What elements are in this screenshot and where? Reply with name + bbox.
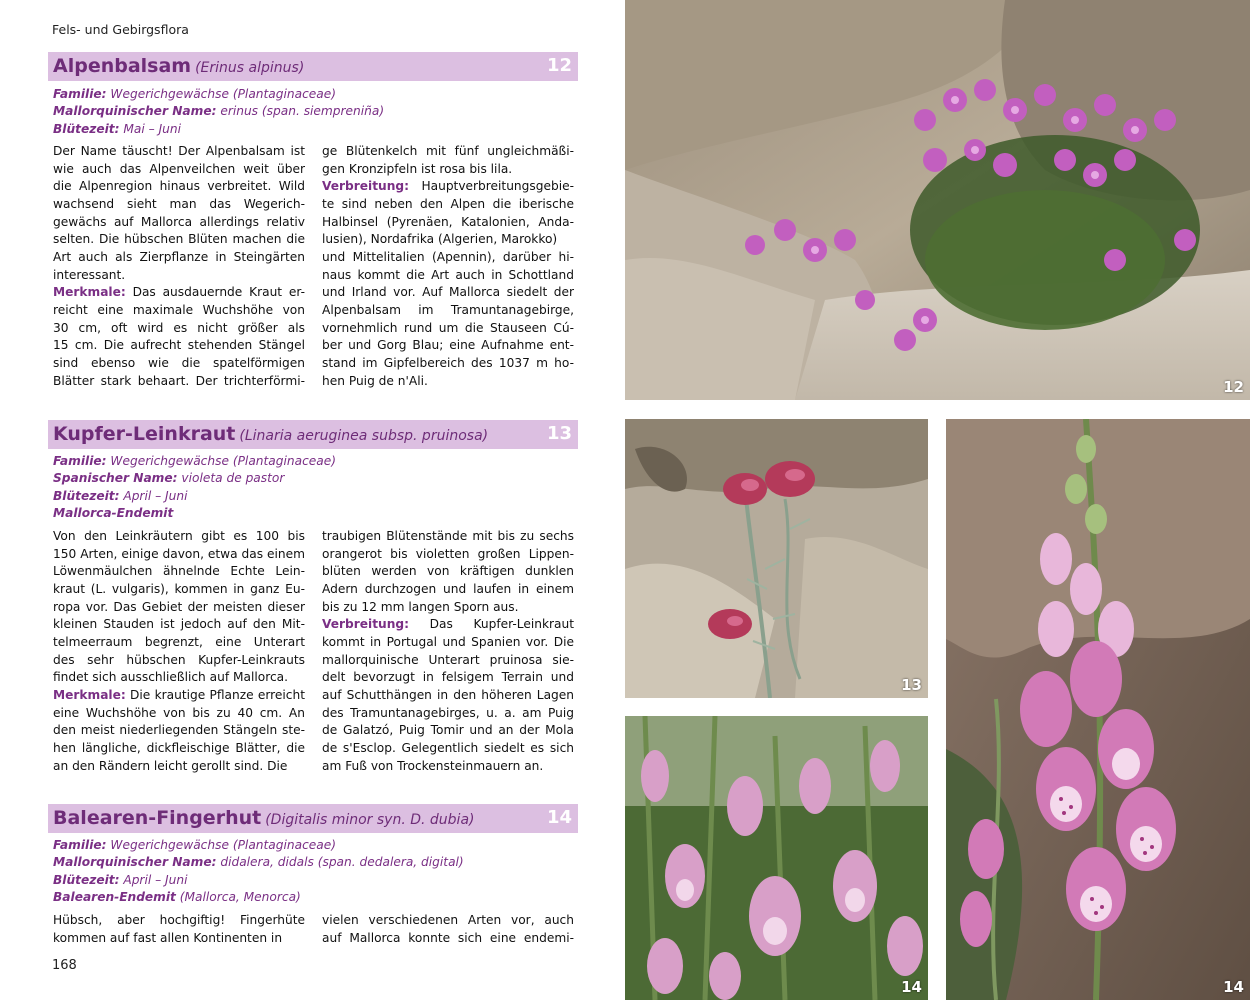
text-line: und Irland vor. Auf Mallorca siedelt der [322, 285, 574, 300]
text-line: vornehmlich rund um die Stauseen Cú- [322, 320, 574, 335]
meta-value: Mai – Juni [119, 121, 181, 136]
meta-line [53, 488, 578, 505]
text-line: ropa vor. Das Gebiet der meisten dieser [53, 599, 305, 614]
text-line: Alpenbalsam im Tramuntanagebirge, [322, 302, 574, 317]
meta-line [53, 889, 578, 906]
text-line: naus kommt die Art auch in Schottland [322, 267, 574, 282]
meta-label: Mallorquinischer Name: [53, 855, 217, 870]
meta-label: Spanischer Name: [53, 471, 178, 486]
text-line: an den Rändern leicht gerollt sind. Die [53, 758, 288, 773]
photo-balearen-fingerhut-1 [625, 716, 928, 1000]
text-line: Hübsch, aber hochgiftig! Fingerhüte [53, 913, 305, 927]
text-line: Blätter stark behaart. Der trichterförmi- [53, 373, 305, 388]
text-line: findet sich ausschließlich auf Mallorca. [53, 670, 289, 685]
text-line: reicht eine maximale Wuchshöhe von [53, 302, 305, 317]
text-line: gewächs auf Mallorca allerdings relativ [53, 214, 305, 229]
meta-line [53, 453, 578, 470]
text-line: kommen auf fast allen Kontinenten in [53, 930, 283, 945]
meta-label: Blütezeit: [53, 872, 120, 887]
text-line: Verbreitung: Hauptverbreitungsgebie- [322, 179, 574, 194]
text-line: gen Kronzipfeln ist rosa bis lila. [322, 161, 513, 176]
page-number: 168 [52, 958, 77, 973]
photo-alpenbalsam [625, 0, 1250, 400]
text-line: und Mittelitalien (Apennin), darüber hi- [322, 249, 574, 264]
meta-line [53, 86, 578, 103]
text-line: Verbreitung: Das Kupfer-Leinkraut [322, 617, 574, 632]
text-line: bis zu 12 mm langen Sporn aus. [322, 599, 519, 614]
text-line: mallorquinische Unterart pruinosa sie- [322, 652, 574, 667]
text-line: Halbinsel (Pyrenäen, Katalonien, Anda- [322, 214, 574, 229]
text-line: blüten werden von kräftigen dunklen [322, 564, 574, 579]
text-line: wie auch das Alpenveilchen weit über [53, 161, 305, 176]
text-line: te sind neben den Alpen die iberische [322, 196, 574, 211]
meta-label: Blütezeit: [53, 121, 120, 136]
text-line: de s'Esclop. Gelegentlich siedelt es sich [322, 740, 574, 755]
text-line: interessant. [53, 267, 126, 282]
text-line: Art auch als Zierpflanze in Steingärten [53, 249, 305, 264]
species-title: Balearen-Fingerhut (Digitalis minor syn. D. dubia) [53, 807, 475, 829]
species-header-kupfer-leinkraut [48, 420, 578, 449]
text-line: orangerot bis violetten großen Lippen- [322, 546, 574, 561]
meta-line [53, 854, 578, 871]
text-line: lusien), Nordafrika (Algerien, Marokko) [322, 232, 558, 247]
text-line: selten. Die hübschen Blüten machen die [53, 232, 305, 247]
text-line: ge Blütenkelch mit fünf ungleichmäßi- [322, 144, 574, 158]
text-line: 30 cm, oft wird es nicht größer als [53, 320, 305, 335]
meta-value: didalera, didals (span. dedalera, digital) [216, 855, 464, 870]
meta-line [53, 470, 578, 487]
meta-label: Balearen-Endemit [53, 889, 176, 904]
text-line: stand im Gipfelbereich des 1037 m ho- [322, 355, 574, 370]
text-column-right [322, 528, 574, 775]
text-column-right [322, 143, 574, 390]
meta-label: Blütezeit: [53, 488, 120, 503]
text-column-left [53, 143, 305, 390]
meta-value: Wegerichgewächse (Plantaginaceae) [106, 87, 336, 101]
text-line: des Tramuntanagebirges, u. a. am Puig [322, 705, 574, 720]
text-line: 150 Arten, einige davon, etwa das einem [53, 546, 305, 561]
text-line: den meist niederliegenden Stängeln ste- [53, 723, 305, 738]
text-line: Löwenmäulchen ähnelnde Echte Lein- [53, 564, 305, 579]
text-line: Von den Leinkräutern gibt es 100 bis [53, 529, 305, 543]
text-line: ber und Gorg Blau; eine Aufnahme ent- [322, 338, 574, 353]
meta-value: (Mallorca, Menorca) [175, 889, 301, 904]
species-header-balearen-fingerhut [48, 804, 578, 833]
photo-number: 12 [1223, 378, 1244, 396]
text-line: Merkmale: Die krautige Pflanze erreicht [53, 687, 305, 702]
text-line: eine Wuchshöhe von bis zu 40 cm. An [53, 705, 305, 720]
species-title: Alpenbalsam (Erinus alpinus) [53, 55, 305, 77]
meta-value: April – Juni [119, 872, 188, 887]
text-line: traubigen Blütenstände mit bis zu sechs [322, 529, 574, 543]
text-line: kleinen Stauden ist jedoch auf den Mit- [53, 617, 305, 632]
meta-value: Wegerichgewächse (Plantaginaceae) [106, 838, 336, 852]
text-line: vielen verschiedenen Arten vor, auch [322, 913, 574, 927]
text-line: des sehr hübschen Kupfer-Leinkrauts [53, 652, 305, 667]
text-line: telmeerraum begrenzt, eine Unterart [53, 634, 305, 649]
photo-number: 14 [1223, 978, 1244, 996]
meta-label: Familie: [53, 87, 107, 101]
species-header-alpenbalsam [48, 52, 578, 81]
species-title: Kupfer-Leinkraut (Linaria aeruginea subsp. pruinosa) [53, 423, 489, 445]
meta-label: Mallorca-Endemit [53, 505, 174, 520]
text-column-left [53, 528, 305, 775]
text-line: Merkmale: Das ausdauernde Kraut er- [53, 285, 305, 300]
meta-line [53, 505, 578, 522]
meta-line [53, 103, 578, 120]
photo-number: 13 [901, 676, 922, 694]
meta-line [53, 872, 578, 889]
text-line: sind ebenso wie die spatelförmigen [53, 355, 305, 370]
meta-value: erinus (span. siempreniña) [216, 104, 385, 119]
species-number: 14 [546, 807, 572, 828]
text-column-left [53, 912, 305, 947]
meta-line [53, 837, 578, 854]
text-line: die Alpenregion hinaus verbreitet. Wild [53, 179, 305, 194]
text-line: wachsend sieht man das Wegerich- [53, 196, 305, 211]
species-number: 13 [546, 423, 572, 444]
species-meta [53, 837, 578, 906]
photo-kupfer-leinkraut [625, 419, 928, 698]
photo-balearen-fingerhut-2 [946, 419, 1250, 1000]
text-line: hen Puig de n'Ali. [322, 373, 428, 388]
text-line: am Fuß von Trockensteinmauern an. [322, 758, 544, 773]
species-number: 12 [546, 55, 572, 76]
meta-value: violeta de pastor [177, 471, 285, 486]
text-line: kraut (L. vulgaris), kommen in ganz Eu- [53, 581, 305, 596]
text-line: auf Mallorca konnte sich eine endemi- [322, 930, 574, 945]
section-label: Fels- und Gebirgsflora [52, 22, 189, 37]
meta-label: Familie: [53, 454, 107, 468]
meta-value: April – Juni [119, 488, 188, 503]
species-meta [53, 453, 578, 522]
text-column-right [322, 912, 574, 947]
text-line: delt bevorzugt in felsigem Terrain und [322, 670, 574, 685]
text-line: 15 cm. Die aufrecht stehenden Stängel [53, 338, 305, 353]
meta-label: Familie: [53, 838, 107, 852]
text-line: Der Name täuscht! Der Alpenbalsam ist [53, 144, 305, 158]
text-line: de Galatzó, Puig Tomir und an der Mola [322, 723, 574, 738]
photo-number: 14 [901, 978, 922, 996]
meta-label: Mallorquinischer Name: [53, 104, 217, 119]
text-line: hen längliche, dickfleischige Blätter, die [53, 740, 305, 755]
text-line: Adern durchzogen und laufen in einem [322, 581, 574, 596]
text-line: kommt in Portugal und Spanien vor. Die [322, 634, 574, 649]
meta-line [53, 121, 578, 138]
meta-value: Wegerichgewächse (Plantaginaceae) [106, 454, 336, 468]
text-line: auf Schutthängen in den höheren Lagen [322, 687, 574, 702]
species-meta [53, 86, 578, 138]
